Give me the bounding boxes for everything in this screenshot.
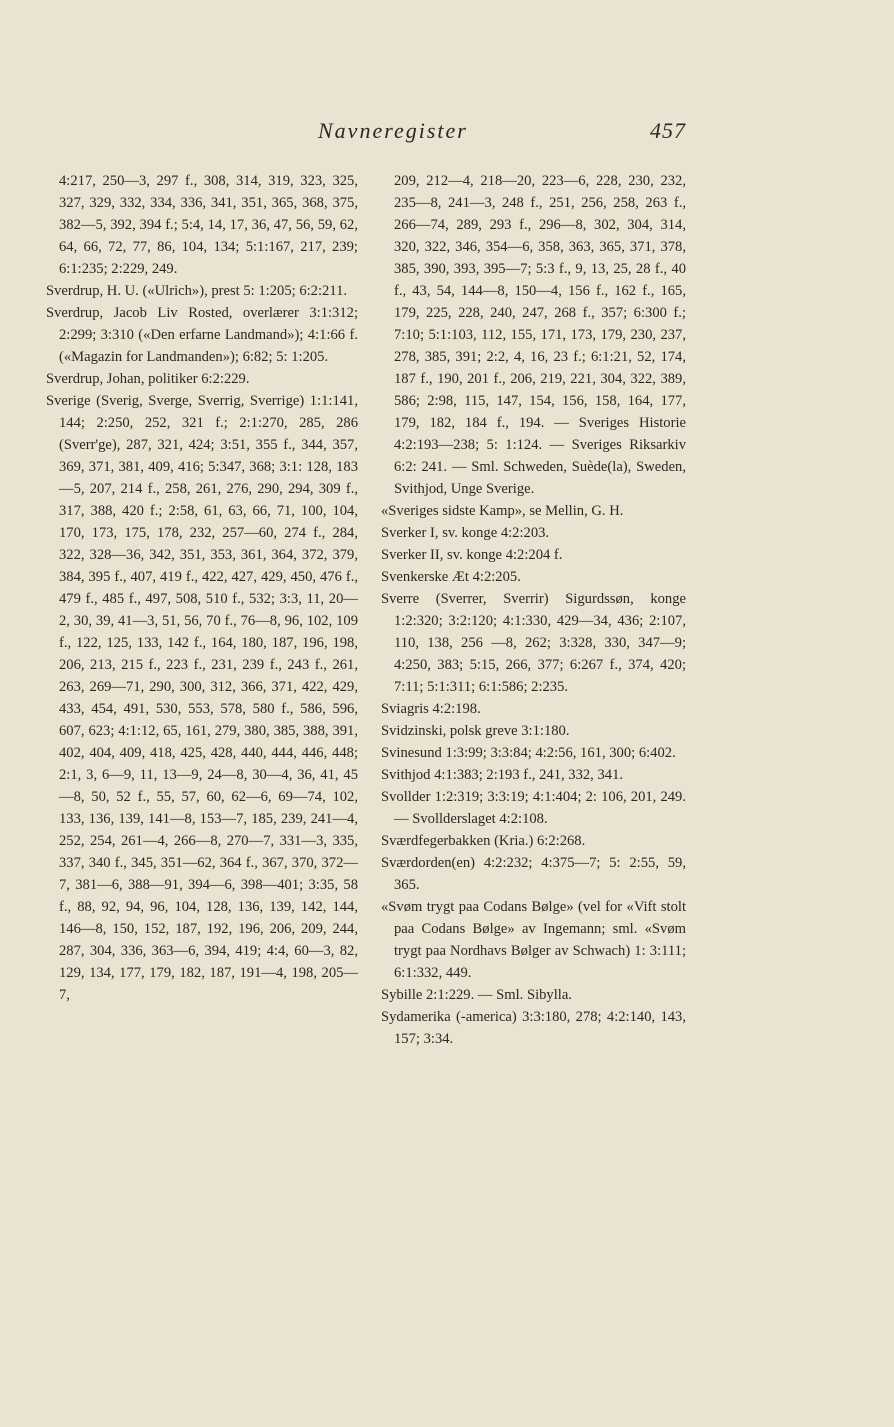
index-entry: Sviagris 4:2:198.	[381, 701, 481, 717]
right-column	[381, 170, 686, 1050]
index-entry: 4:217, 250—3, 297 f., 308, 314, 319, 323, 325, 327, 329, 332, 334, 336, 341, 351, 365, 368, 375, 382—5, 392, 394 f.; 5:4, 14, 17, 36, 47, 56, 59, 62, 64, 66, 72, 77, 86, 104, 134; 5:1:167, 217, 239; 6:1:235; 2:229, 249.	[59, 173, 358, 277]
index-entry: Sverige (Sverig, Sverge, Sverrig, Sverrige) 1:1:141, 144; 2:250, 252, 321 f.; 2:1:270, 285, 286 (Sverr'ge), 287, 321, 424; 3:51, 355 f., 344, 357, 369, 371, 381, 409, 416; 5:347, 368; 3:1: 128, 183—5, 207, 214 f., 258, 261, 276, 290, 294, 309 f., 317, 388, 420 f.; 2:58, 61, 63, 66, 71, 100, 104, 170, 173, 175, 178, 232, 257—60, 274 f., 284, 322, 328—36, 342, 351, 353, 361, 364, 372, 379, 384, 395 f., 407, 419 f., 422, 427, 429, 450, 476 f., 479 f., 485 f., 497, 508, 510 f., 532; 3:3, 11, 20—2, 30, 39, 41—3, 51, 56, 70 f., 76—8, 96, 102, 109 f., 122, 125, 133, 142 f., 164, 180, 187, 196, 198, 206, 213, 215 f., 223 f., 231, 239 f., 243 f., 261, 263, 269—71, 290, 300, 312, 366, 371, 422, 429, 433, 454, 491, 530, 553, 578, 580 f., 586, 596, 607, 623; 4:1:12, 65, 161, 279, 380, 385, 388, 391, 402, 404, 409, 418, 425, 428, 440, 444, 446, 448; 2:1, 3, 6—9, 11, 13—9, 24—8, 30—4, 36, 41, 45—8, 50, 52 f., 55, 57, 60, 62—6, 69—74, 102, 133, 136, 139, 141—8, 153—7, 185, 239, 241—4, 252, 254, 261—4, 266—8, 270—7, 331—3, 335, 337, 340 f., 345, 351—62, 364 f., 367, 370, 372—7, 381—6, 388—91, 394—6, 398—401; 3:35, 58 f., 88, 92, 94, 96, 104, 128, 136, 139, 142, 144, 146—8, 150, 152, 187, 192, 196, 206, 209, 244, 287, 304, 336, 363—6, 394, 419; 4:4, 60—3, 82, 129, 134, 177, 179, 182, 187, 191—4, 198, 205—7,	[46, 393, 358, 1003]
page-number: 457	[650, 118, 686, 143]
index-entry: Sværdorden(en) 4:2:232; 4:375—7; 5: 2:55, 59, 365.	[381, 855, 686, 893]
left-column	[46, 170, 358, 1006]
index-entry: Sverker II, sv. konge 4:2:204 f.	[381, 547, 563, 563]
index-entry: 209, 212—4, 218—20, 223—6, 228, 230, 232, 235—8, 241—3, 248 f., 251, 256, 258, 263 f., 266—74, 289, 293 f., 296—8, 302, 304, 314, 320, 322, 346, 354—6, 358, 363, 365, 371, 378, 385, 390, 393, 395—7; 5:3 f., 9, 13, 25, 28 f., 40 f., 43, 54, 144—8, 150—4, 156 f., 162 f., 165, 179, 225, 228, 240, 247, 268 f., 357; 6:300 f.; 7:10; 5:1:103, 112, 155, 171, 173, 179, 230, 237, 278, 385, 391; 2:2, 4, 16, 23 f.; 6:1:21, 52, 174, 187 f., 190, 201 f., 206, 219, 221, 304, 322, 389, 586; 2:98, 115, 147, 154, 156, 158, 164, 177, 179, 182, 184 f., 194. — Sveriges Historie 4:2:193—238; 5: 1:124. — Sveriges Riksarkiv 6:2: 241. — Sml. Schweden, Suède(la), Sweden, Svithjod, Unge Sverige.	[394, 173, 686, 497]
index-entry: Svithjod 4:1:383; 2:193 f., 241, 332, 341.	[381, 767, 624, 783]
index-entry: Sverdrup, Johan, politiker 6:2:229.	[46, 371, 250, 387]
index-entry: «Sveriges sidste Kamp», se Mellin, G. H.	[381, 503, 624, 519]
index-entry: Sverker I, sv. konge 4:2:203.	[381, 525, 550, 541]
index-entry: Svinesund 1:3:99; 3:3:84; 4:2:56, 161, 300; 6:402.	[381, 745, 676, 761]
index-entry: Svenkerske Æt 4:2:205.	[381, 569, 521, 585]
index-entry: Sverre (Sverrer, Sverrir) Sigurdssøn, konge 1:2:320; 3:2:120; 4:1:330, 429—34, 436; 2:107, 110, 138, 256 —8, 262; 3:328, 330, 347—9; 4:250, 383; 5:15, 266, 377; 6:267 f., 374, 420; 7:11; 5:1:311; 6:1:586; 2:235.	[381, 591, 686, 695]
index-entry: Sværdfegerbakken (Kria.) 6:2:268.	[381, 833, 586, 849]
index-entry: Svidzinski, polsk greve 3:1:180.	[381, 723, 570, 739]
index-entry: Sydamerika (-america) 3:3:180, 278; 4:2:140, 143, 157; 3:34.	[381, 1009, 686, 1047]
index-entry: «Svøm trygt paa Codans Bølge» (vel for «Vift stolt paa Codans Bølge» av Ingemann; sml. «Svøm trygt paa Nordhavs Bølger av Schwach) 1: 3:111; 6:1:332, 449.	[381, 899, 686, 981]
running-title: Navneregister	[318, 118, 468, 143]
index-entry: Sybille 2:1:229. — Sml. Sibylla.	[381, 987, 572, 1003]
running-head	[36, 118, 736, 148]
index-entry: Sverdrup, Jacob Liv Rosted, overlærer 3:1:312; 2:299; 3:310 («Den erfarne Landmand»); 4:1:66 f. («Magazin for Landmanden»); 6:82; 5: 1:205.	[46, 305, 358, 365]
index-entry: Svollder 1:2:319; 3:3:19; 4:1:404; 2: 106, 201, 249. — Svollderslaget 4:2:108.	[381, 789, 686, 827]
index-entry: Sverdrup, H. U. («Ulrich»), prest 5: 1:205; 6:2:211.	[46, 283, 348, 299]
